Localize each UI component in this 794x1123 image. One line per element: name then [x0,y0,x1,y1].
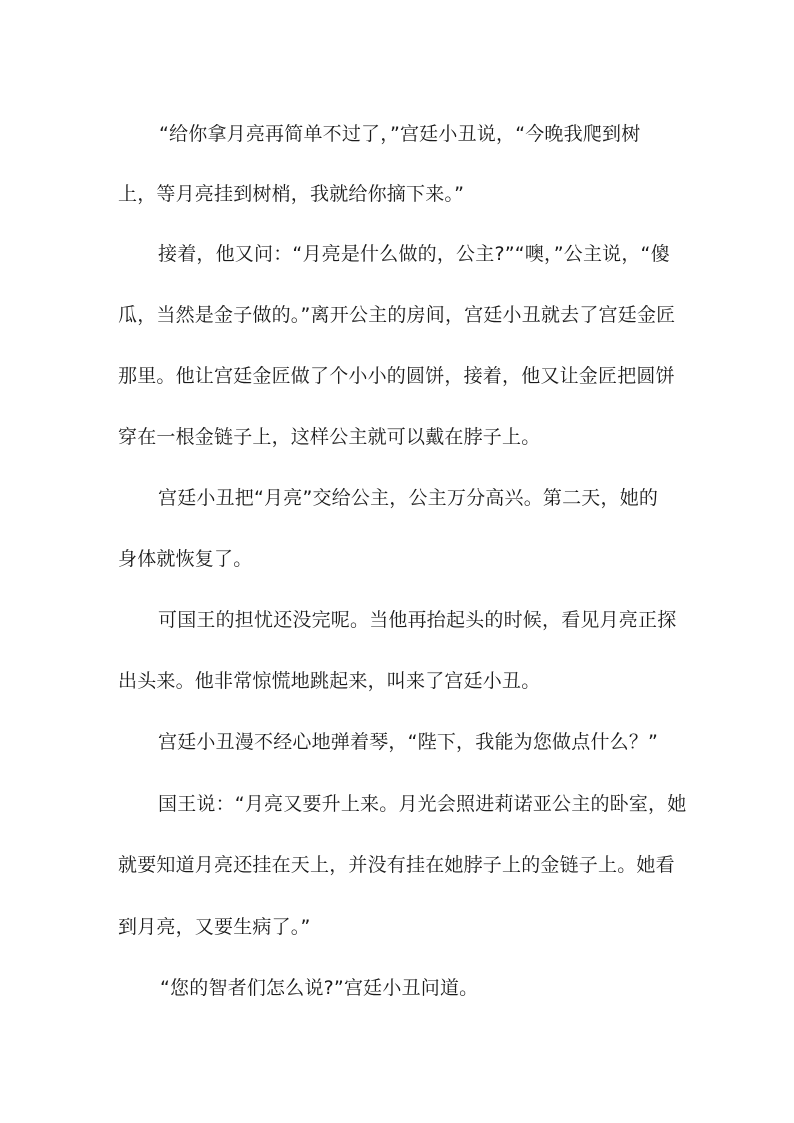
text-line: 就要知道月亮还挂在天上，并没有挂在她脖子上的金链子上。她看 [118,854,675,876]
text-line: 身体就恢复了。 [118,548,253,570]
text-line: “给你拿月亮再简单不过了，”宫廷小丑说，“今晚我爬到树 [159,123,641,145]
text-line: 上，等月亮挂到树梢，我就给你摘下来。” [118,183,465,205]
text-line: 出头来。他非常惊慌地跳起来，叫来了宫廷小丑。 [118,670,541,692]
text-line: 接着，他又问：“月亮是什么做的，公主?”“噢，”公主说，“傻 [158,243,670,265]
text-line: 那里。他让宫廷金匠做了个小小的圆饼，接着，他又让金匠把圆饼 [118,365,675,387]
text-line: 宫廷小丑漫不经心地弹着琴，“陛下，我能为您做点什么？” [158,731,659,753]
text-line: 国王说：“月亮又要升上来。月光会照进莉诺亚公主的卧室，她 [158,793,687,815]
text-line: 可国王的担忧还没完呢。当他再抬起头的时候，看见月亮正探 [158,609,677,631]
text-line: 穿在一根金链子上，这样公主就可以戴在脖子上。 [118,426,541,448]
text-line: 宫廷小丑把“月亮”交给公主，公主万分高兴。第二天，她的 [158,487,659,509]
text-line: 瓜，当然是金子做的。”离开公主的房间，宫廷小丑就去了宫廷金匠 [118,304,676,326]
text-line: 到月亮，又要生病了。” [118,916,311,938]
text-line: “您的智者们怎么说?”宫廷小丑问道。 [160,977,479,999]
